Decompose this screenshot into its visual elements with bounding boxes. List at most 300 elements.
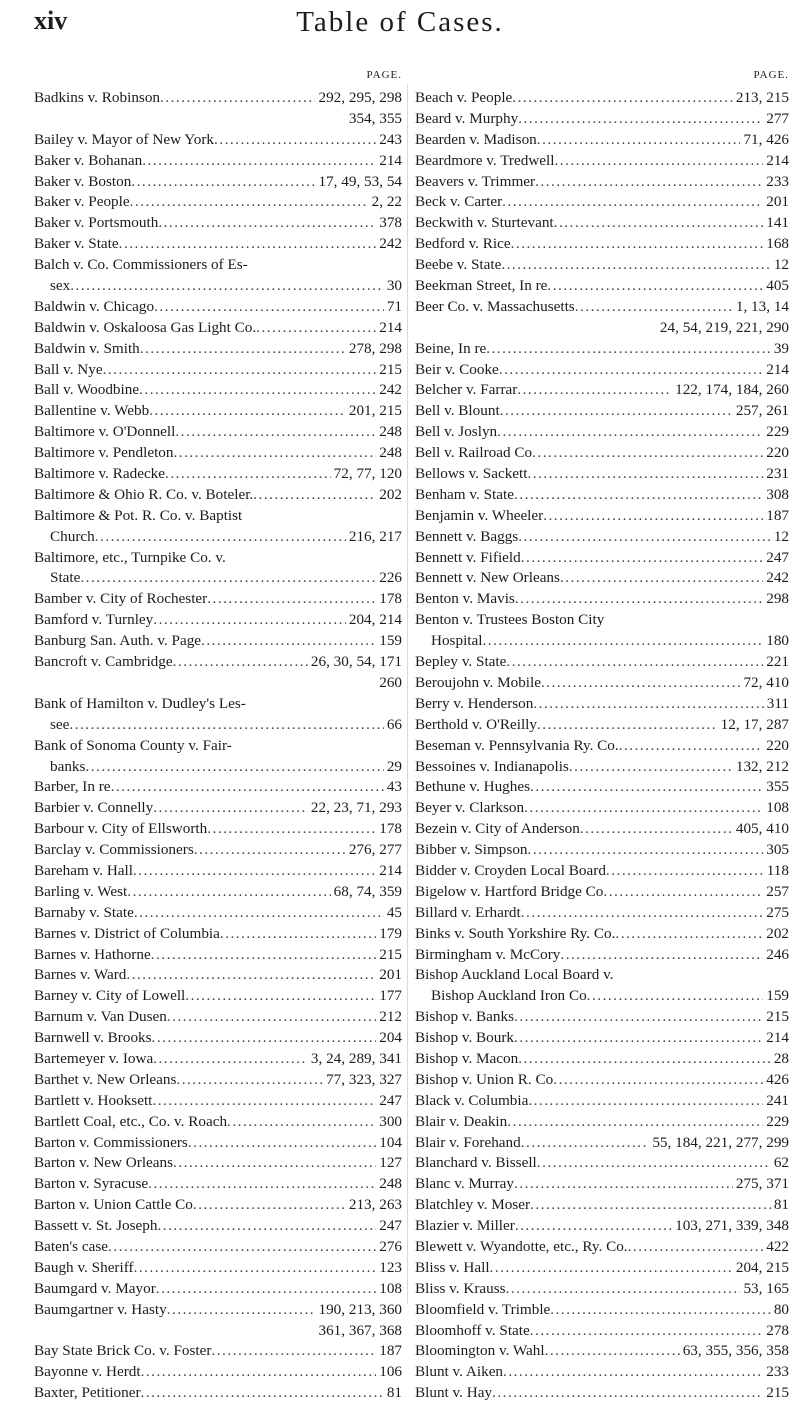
case-entry [415, 1195, 789, 1216]
case-entry [415, 631, 789, 652]
case-name: Bell v. Railroad Co [415, 444, 533, 462]
case-name: Baker v. Bohanan [34, 151, 143, 169]
case-name: Bliss v. Krauss [415, 1279, 506, 1297]
case-entry [415, 151, 789, 172]
case-name: Barnes v. Hathorne [34, 945, 151, 963]
case-name: Church [50, 527, 95, 545]
page-references: 214 [379, 151, 402, 169]
case-entry [34, 1341, 402, 1362]
case-entry [415, 715, 789, 736]
leader-dots [167, 1300, 316, 1321]
leader-dots [69, 715, 383, 736]
leader-dots [550, 1300, 771, 1321]
case-name: Beard v. Murphy [415, 109, 519, 127]
column-divider [407, 84, 408, 1304]
case-entry [415, 965, 789, 986]
case-name: Ballentine v. Webb [34, 402, 150, 420]
page-references: 278, 298 [348, 339, 402, 357]
case-name: Ball v. Woodbine [34, 381, 140, 399]
case-entry [34, 1091, 402, 1112]
case-entry [34, 297, 402, 318]
case-name: Beekman Street, In re [415, 277, 548, 295]
leader-dots [497, 422, 763, 443]
leader-dots [80, 568, 376, 589]
leader-dots [547, 276, 763, 297]
page-references: 426 [766, 1070, 789, 1088]
leader-dots [554, 213, 764, 234]
page-references: 311 [766, 694, 789, 712]
case-entry [415, 192, 789, 213]
page-references: 26, 30, 54, 171 [310, 653, 402, 671]
leader-dots [175, 422, 376, 443]
leader-dots [111, 777, 384, 798]
case-entry [34, 965, 402, 986]
page-references: 214 [766, 1029, 789, 1047]
leader-dots [527, 464, 763, 485]
case-entry [415, 88, 789, 109]
page-references: 214 [766, 360, 789, 378]
case-entry [34, 840, 402, 861]
page-references: 277 [766, 109, 789, 127]
page-references: 201 [379, 966, 402, 984]
case-entry [34, 715, 402, 736]
leader-dots [131, 172, 315, 193]
case-name: Baker v. People [34, 193, 130, 211]
page-references: 43 [386, 778, 402, 796]
leader-dots [560, 568, 763, 589]
leader-dots [214, 130, 376, 151]
case-name: Barthet v. New Orleans [34, 1070, 177, 1088]
page-references: 72, 77, 120 [333, 465, 402, 483]
case-name: Beer Co. v. Massachusetts [415, 297, 575, 315]
page-references: 81 [386, 1384, 402, 1402]
page-references: 179 [379, 924, 402, 942]
case-name: Barnaby v. State [34, 903, 134, 921]
case-entry [34, 757, 402, 778]
case-name: Baldwin v. Chicago [34, 297, 155, 315]
leader-dots [154, 297, 384, 318]
page-references: 248 [379, 444, 402, 462]
leader-dots [482, 631, 763, 652]
case-name: Bishop v. Bourk [415, 1029, 515, 1047]
case-entry [34, 673, 402, 694]
page-references: 216, 217 [348, 527, 402, 545]
case-entry [34, 1195, 402, 1216]
case-name: Bishop v. Banks [415, 1008, 515, 1026]
page-references: 422 [766, 1237, 789, 1255]
case-name: Bibber v. Simpson [415, 841, 528, 859]
page-references: 201, 215 [348, 402, 402, 420]
case-entry [415, 318, 789, 339]
case-entry [415, 464, 789, 485]
case-name: Banburg San. Auth. v. Page [34, 632, 202, 650]
case-entry [415, 861, 789, 882]
case-entry [34, 318, 402, 339]
case-name: Barnes v. Ward [34, 966, 127, 984]
leader-dots [148, 1174, 376, 1195]
case-entry [415, 213, 789, 234]
leader-dots [201, 631, 376, 652]
case-name: Bigelow v. Hartford Bridge Co [415, 882, 604, 900]
leader-dots [575, 297, 733, 318]
leader-dots [149, 401, 346, 422]
case-entry [415, 1216, 789, 1237]
page-references: 17, 49, 53, 54 [318, 172, 402, 190]
page-references: 215 [766, 1008, 789, 1026]
page-references: 178 [379, 590, 402, 608]
leader-dots [193, 1195, 346, 1216]
page-references: 187 [379, 1342, 402, 1360]
leader-dots [151, 945, 377, 966]
page-references: 80 [773, 1300, 789, 1318]
case-name: Belcher v. Farrar [415, 381, 518, 399]
case-entry [34, 109, 402, 130]
case-entry [415, 109, 789, 130]
case-entry [34, 443, 402, 464]
case-entry [415, 798, 789, 819]
case-entry [415, 1258, 789, 1279]
case-name: Bearden v. Madison [415, 130, 537, 148]
page-references: 24, 54, 219, 221, 290 [659, 318, 789, 336]
page-references: 123 [379, 1258, 402, 1276]
case-name: Bloomhoff v. State [415, 1321, 530, 1339]
case-name: banks [50, 757, 86, 775]
leader-dots [515, 1216, 672, 1237]
case-entry [34, 88, 402, 109]
page-references: 246 [766, 945, 789, 963]
case-entry [34, 130, 402, 151]
case-entry [415, 360, 789, 381]
case-name: Blair v. Deakin [415, 1112, 508, 1130]
leader-dots [518, 527, 771, 548]
page-references: 243 [379, 130, 402, 148]
leader-dots [167, 1007, 376, 1028]
case-name: Barnum v. Van Dusen [34, 1008, 167, 1026]
page-references: 177 [379, 987, 402, 1005]
leader-dots [70, 276, 384, 297]
case-entry [415, 506, 789, 527]
page-references: 275, 371 [735, 1175, 789, 1193]
case-entry [34, 1237, 402, 1258]
case-entry [415, 1362, 789, 1383]
page-references: 103, 271, 339, 348 [675, 1217, 789, 1235]
leader-dots [153, 610, 346, 631]
leader-dots [518, 109, 763, 130]
page-references: 77, 323, 327 [326, 1070, 402, 1088]
case-entry [415, 882, 789, 903]
case-entry [34, 1028, 402, 1049]
case-name: Beardmore v. Tredwell [415, 151, 555, 169]
page-references: 260 [379, 673, 402, 691]
right-column [415, 69, 789, 1404]
leader-dots [545, 1341, 680, 1362]
case-entry [34, 798, 402, 819]
case-entry [34, 610, 402, 631]
leader-dots [521, 903, 764, 924]
page-references: 178 [379, 820, 402, 838]
leader-dots [560, 945, 763, 966]
case-entry [415, 610, 789, 631]
case-entry [415, 1112, 789, 1133]
page-references: 242 [379, 381, 402, 399]
case-name: Baltimore v. O'Donnell [34, 423, 176, 441]
case-name: Beir v. Cooke [415, 360, 499, 378]
case-entry [415, 819, 789, 840]
case-name: Beyer v. Clarkson [415, 799, 525, 817]
case-name: Baltimore & Ohio R. Co. v. Boteler. [34, 485, 254, 503]
leader-dots [530, 1321, 763, 1342]
leader-dots [514, 1007, 763, 1028]
page-references: 127 [379, 1154, 402, 1172]
leader-dots [185, 986, 376, 1007]
page-references: 214 [379, 318, 402, 336]
page-references: 122, 174, 184, 260 [675, 381, 789, 399]
page-references: 28 [773, 1049, 789, 1067]
page-references: 12, 17, 287 [720, 715, 789, 733]
case-entry [415, 276, 789, 297]
case-entry [415, 1300, 789, 1321]
leader-dots [514, 1028, 763, 1049]
case-name: Barbour v. City of Ellsworth [34, 820, 208, 838]
case-entry [34, 882, 402, 903]
case-entry [34, 1049, 402, 1070]
case-name: Birmingham v. McCory [415, 945, 561, 963]
case-name: Barton v. Commissioners [34, 1133, 188, 1151]
case-entry [415, 1237, 789, 1258]
leader-dots [499, 360, 763, 381]
case-entry [415, 548, 789, 569]
page-references: 220 [766, 736, 789, 754]
case-entry [415, 1091, 789, 1112]
leader-dots [490, 1258, 733, 1279]
page-references: 233 [766, 172, 789, 190]
case-name: Bassett v. St. Joseph [34, 1217, 158, 1235]
case-entry [415, 255, 789, 276]
page-references: 68, 74, 359 [333, 882, 402, 900]
leader-dots [156, 1279, 376, 1300]
case-name: Beine, In re [415, 339, 487, 357]
page-header [34, 4, 766, 48]
page-references: 72, 410 [743, 673, 789, 691]
case-entry [34, 401, 402, 422]
case-entry [415, 945, 789, 966]
page-references: 2, 22 [371, 193, 402, 211]
page-references: 104 [379, 1133, 402, 1151]
case-entry [415, 130, 789, 151]
leader-dots [506, 652, 763, 673]
page-references: 204 [379, 1029, 402, 1047]
case-name: Barnes v. District of Columbia [34, 924, 220, 942]
page-references: 248 [379, 423, 402, 441]
case-name: Barnwell v. Brooks [34, 1029, 152, 1047]
case-entry [34, 380, 402, 401]
leader-dots [528, 1091, 763, 1112]
leader-dots [211, 1341, 376, 1362]
leader-dots [603, 882, 763, 903]
page-references: 292, 295, 298 [318, 89, 402, 106]
case-name: Baumgartner v. Hasty [34, 1300, 167, 1318]
case-name: Bailey v. Mayor of New York [34, 130, 214, 148]
case-name: Baten's case [34, 1237, 109, 1255]
case-entry [34, 506, 402, 527]
page-references: 242 [766, 569, 789, 587]
case-name: Baumgard v. Mayor [34, 1279, 156, 1297]
page-references: 247 [766, 548, 789, 566]
leader-dots [165, 464, 331, 485]
case-name: Balch v. Co. Commissioners of Es- [34, 256, 248, 274]
page-references: 63, 355, 356, 358 [682, 1342, 789, 1360]
page-references: 355 [766, 778, 789, 796]
page-references: 305 [766, 841, 789, 859]
case-entry [34, 903, 402, 924]
case-entry [34, 1216, 402, 1237]
page-references: 168 [766, 235, 789, 253]
case-entry [34, 1070, 402, 1091]
page-references: 202 [379, 485, 402, 503]
case-name: Bennett v. Fifield [415, 548, 521, 566]
leader-dots [506, 1279, 741, 1300]
case-name: Beebe v. State [415, 256, 502, 274]
case-entry [415, 1153, 789, 1174]
page-references: 159 [379, 632, 402, 650]
page-references: 159 [766, 987, 789, 1005]
leader-dots [615, 924, 763, 945]
case-name: sex [50, 277, 71, 295]
case-entry [34, 213, 402, 234]
leader-dots [142, 151, 376, 172]
case-entry [415, 1049, 789, 1070]
case-name: Baltimore v. Radecke [34, 465, 166, 483]
case-entry [34, 276, 402, 297]
case-name: Bennett v. Baggs [415, 527, 519, 545]
leader-dots [518, 1049, 771, 1070]
page-references: 201 [766, 193, 789, 211]
page-references: 257, 261 [735, 402, 789, 420]
page-references: 300 [379, 1112, 402, 1130]
case-name: Bell v. Blount [415, 402, 500, 420]
page-references: 204, 214 [348, 611, 402, 629]
case-name: Bartlett v. Hooksett [34, 1091, 153, 1109]
case-entry [34, 694, 402, 715]
case-entry [34, 819, 402, 840]
leader-dots [141, 1362, 377, 1383]
case-name: Barber, In re [34, 778, 111, 796]
case-entry [415, 1133, 789, 1154]
page-references: 214 [379, 861, 402, 879]
case-name: Bethune v. Hughes [415, 778, 531, 796]
leader-dots [533, 694, 763, 715]
leader-dots [95, 527, 346, 548]
case-name: Blanc v. Murray [415, 1175, 514, 1193]
case-name: Bezein v. City of Anderson [415, 820, 580, 838]
left-column [34, 69, 402, 1404]
case-entry [415, 422, 789, 443]
page-references: 248 [379, 1175, 402, 1193]
case-entry [34, 1007, 402, 1028]
page-references: 12 [773, 527, 789, 545]
case-name: Barling v. West [34, 882, 128, 900]
leader-dots [127, 882, 330, 903]
leader-dots [530, 777, 763, 798]
case-name: Blanchard v. Bissell [415, 1154, 537, 1172]
page-references: 220 [766, 444, 789, 462]
case-entry [34, 945, 402, 966]
page-references: 212 [379, 1008, 402, 1026]
case-name: Beckwith v. Sturtevant [415, 214, 554, 232]
case-entry [415, 568, 789, 589]
case-entry [415, 1279, 789, 1300]
leader-dots [153, 798, 308, 819]
leader-dots [514, 485, 763, 506]
leader-dots [554, 151, 763, 172]
leader-dots [119, 234, 377, 255]
case-entry [415, 1028, 789, 1049]
leader-dots [501, 255, 771, 276]
page-references: 215 [379, 945, 402, 963]
case-name: Bamber v. City of Rochester [34, 590, 208, 608]
case-entry [34, 777, 402, 798]
case-entry [34, 422, 402, 443]
running-title: Table of Cases. [296, 6, 504, 38]
case-entry [415, 1174, 789, 1195]
case-name: Blunt v. Aiken [415, 1363, 504, 1381]
case-name: Bancroft v. Cambridge [34, 653, 173, 671]
page-references: 308 [766, 485, 789, 503]
page-references: 30 [386, 277, 402, 295]
case-entry [415, 757, 789, 778]
case-name: Bell v. Joslyn [415, 423, 498, 441]
case-entry [415, 777, 789, 798]
case-name: Barton v. Union Cattle Co [34, 1196, 193, 1214]
case-name: see [50, 715, 70, 733]
case-name: Barclay v. Commissioners [34, 841, 194, 859]
case-name: Blazier v. Miller [415, 1217, 515, 1235]
leader-dots [220, 924, 376, 945]
case-name: Beseman v. Pennsylvania Ry. Co. [415, 736, 619, 754]
case-name: Beach v. People [415, 89, 513, 106]
leader-dots [507, 1112, 763, 1133]
leader-dots [553, 1070, 763, 1091]
page-references: 378 [379, 214, 402, 232]
case-name: Bidder v. Croyden Local Board [415, 861, 606, 879]
case-name: Baker v. Portsmouth [34, 214, 159, 232]
case-name: Benham v. State [415, 485, 514, 503]
leader-dots [176, 1070, 323, 1091]
case-entry [415, 903, 789, 924]
leader-dots [580, 819, 733, 840]
leader-dots [139, 380, 376, 401]
leader-dots [514, 1174, 733, 1195]
case-name: Blair v. Forehand [415, 1133, 521, 1151]
page-references: 215 [379, 360, 402, 378]
case-entry [34, 631, 402, 652]
leader-dots [492, 1383, 763, 1404]
page-references: 405 [766, 277, 789, 295]
case-entry [34, 192, 402, 213]
page-references: 108 [379, 1279, 402, 1297]
case-name: Bloomfield v. Trimble [415, 1300, 551, 1318]
case-name: Bennett v. New Orleans [415, 569, 560, 587]
case-name: Badkins v. Robinson [34, 89, 161, 106]
case-entry [34, 151, 402, 172]
case-entry [34, 360, 402, 381]
page-references: 3, 24, 289, 341 [310, 1049, 402, 1067]
page-references: 39 [773, 339, 789, 357]
case-entry [34, 1300, 402, 1321]
case-name: Barton v. New Orleans [34, 1154, 174, 1172]
page-references: 276 [379, 1237, 402, 1255]
page-references: 132, 212 [735, 757, 789, 775]
